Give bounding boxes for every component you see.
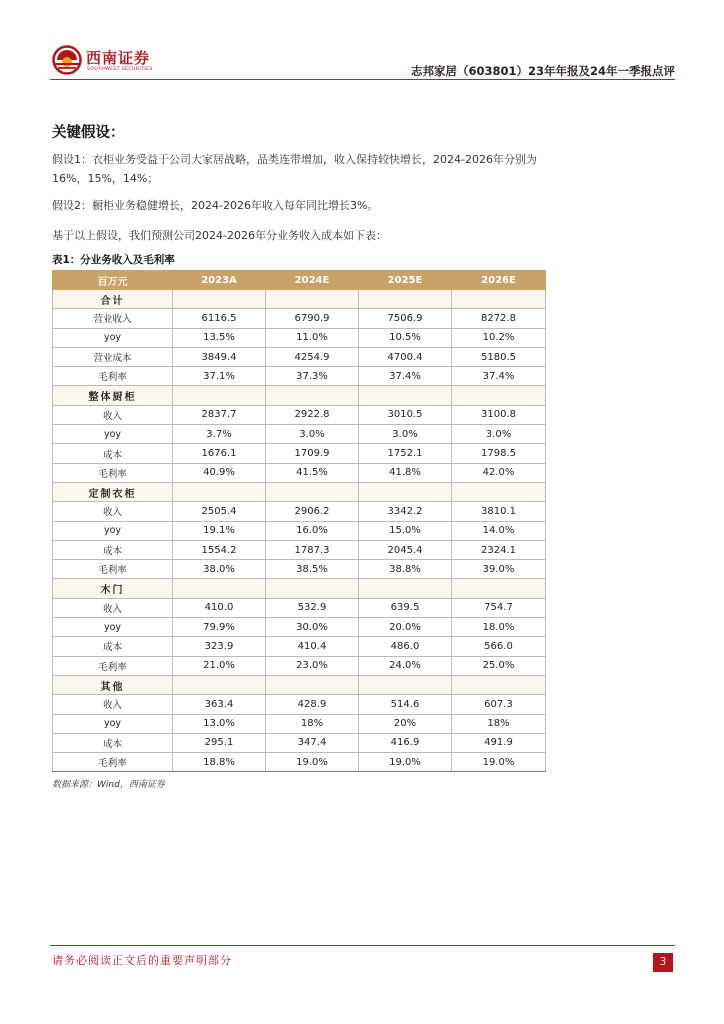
value-cell: 410.0 (173, 598, 266, 617)
row-label-cell: 成本 (53, 637, 173, 656)
group-name-cell: 其他 (53, 675, 173, 694)
value-cell: 40.9% (173, 463, 266, 482)
group-empty-cell (173, 386, 266, 405)
value-cell: 6116.5 (173, 309, 266, 328)
value-cell: 4254.9 (266, 347, 359, 366)
table-row (53, 714, 546, 733)
row-label-cell: yoy (53, 618, 173, 637)
group-empty-cell (173, 482, 266, 501)
value-cell: 18% (452, 714, 546, 733)
table-row (53, 502, 546, 521)
column-header: 百万元 (53, 271, 173, 290)
group-name-cell: 定制衣柜 (53, 482, 173, 501)
page-header (50, 40, 675, 82)
row-label-cell: 收入 (53, 695, 173, 714)
table-row (53, 405, 546, 424)
table-row (53, 753, 546, 772)
value-cell: 8272.8 (452, 309, 546, 328)
value-cell: 1787.3 (266, 540, 359, 559)
group-empty-cell (359, 675, 452, 694)
table-group-row (53, 675, 546, 694)
value-cell: 3.0% (452, 425, 546, 444)
row-label-cell: 毛利率 (53, 656, 173, 675)
value-cell: 19.0% (359, 753, 452, 772)
value-cell: 13.5% (173, 328, 266, 347)
value-cell: 566.0 (452, 637, 546, 656)
value-cell: 23.0% (266, 656, 359, 675)
value-cell: 37.3% (266, 367, 359, 386)
value-cell: 486.0 (359, 637, 452, 656)
value-cell: 25.0% (452, 656, 546, 675)
value-cell: 2045.4 (359, 540, 452, 559)
value-cell: 18% (266, 714, 359, 733)
value-cell: 2837.7 (173, 405, 266, 424)
page-number: 3 (653, 953, 673, 972)
logo-chinese-text: 西南证券 (86, 49, 151, 67)
value-cell: 323.9 (173, 637, 266, 656)
value-cell: 42.0% (452, 463, 546, 482)
value-cell: 347.4 (266, 733, 359, 752)
value-cell: 41.5% (266, 463, 359, 482)
row-label-cell: 营业收入 (53, 309, 173, 328)
table-source-note: 数据来源：Wind，西南证券 (52, 780, 165, 790)
value-cell: 532.9 (266, 598, 359, 617)
report-title: 志邦家居（603801）23年年报及24年一季报点评 (410, 64, 675, 78)
group-empty-cell (452, 290, 546, 309)
group-empty-cell (359, 386, 452, 405)
row-label-cell: 成本 (53, 733, 173, 752)
value-cell: 19.0% (452, 753, 546, 772)
value-cell: 19.1% (173, 521, 266, 540)
row-label-cell: 收入 (53, 598, 173, 617)
table-group-row (53, 290, 546, 309)
row-label-cell: 收入 (53, 405, 173, 424)
value-cell: 11.0% (266, 328, 359, 347)
row-label-cell: 收入 (53, 502, 173, 521)
table-row (53, 328, 546, 347)
value-cell: 13.0% (173, 714, 266, 733)
assumption-paragraph-1: 假设1：衣柜业务受益于公司大家居战略，品类连带增加，收入保持较快增长，2024-2026年分别为16%，15%，14%； (52, 153, 537, 185)
value-cell: 3849.4 (173, 347, 266, 366)
column-header: 2024E (266, 271, 359, 290)
row-label-cell: 毛利率 (53, 753, 173, 772)
value-cell: 20.0% (359, 618, 452, 637)
table-row (53, 347, 546, 366)
value-cell: 79.9% (173, 618, 266, 637)
group-empty-cell (359, 579, 452, 598)
value-cell: 16.0% (266, 521, 359, 540)
value-cell: 18.0% (452, 618, 546, 637)
value-cell: 3810.1 (452, 502, 546, 521)
value-cell: 2324.1 (452, 540, 546, 559)
value-cell: 10.2% (452, 328, 546, 347)
value-cell: 1752.1 (359, 444, 452, 463)
row-label-cell: yoy (53, 714, 173, 733)
value-cell: 3100.8 (452, 405, 546, 424)
table-header-row (53, 271, 546, 290)
value-cell: 514.6 (359, 695, 452, 714)
header-divider (50, 79, 675, 80)
group-empty-cell (452, 675, 546, 694)
group-empty-cell (452, 482, 546, 501)
group-empty-cell (359, 482, 452, 501)
table-row (53, 733, 546, 752)
table-row (53, 521, 546, 540)
table-group-row (53, 579, 546, 598)
value-cell: 410.4 (266, 637, 359, 656)
value-cell: 10.5% (359, 328, 452, 347)
value-cell: 5180.5 (452, 347, 546, 366)
value-cell: 41.8% (359, 463, 452, 482)
value-cell: 491.9 (452, 733, 546, 752)
group-name-cell: 整体厨柜 (53, 386, 173, 405)
value-cell: 37.4% (359, 367, 452, 386)
value-cell: 639.5 (359, 598, 452, 617)
group-empty-cell (266, 290, 359, 309)
value-cell: 24.0% (359, 656, 452, 675)
table-caption: 表1：分业务收入及毛利率 (52, 254, 175, 266)
value-cell: 363.4 (173, 695, 266, 714)
table-row (53, 695, 546, 714)
table-row (53, 309, 546, 328)
segment-revenue-table (52, 270, 546, 772)
group-empty-cell (173, 579, 266, 598)
table-row (53, 367, 546, 386)
group-empty-cell (359, 290, 452, 309)
row-label-cell: 成本 (53, 540, 173, 559)
value-cell: 7506.9 (359, 309, 452, 328)
value-cell: 607.3 (452, 695, 546, 714)
group-empty-cell (452, 579, 546, 598)
value-cell: 15.0% (359, 521, 452, 540)
value-cell: 1554.2 (173, 540, 266, 559)
value-cell: 38.8% (359, 560, 452, 579)
footer-divider (50, 945, 675, 946)
column-header: 2025E (359, 271, 452, 290)
value-cell: 3.7% (173, 425, 266, 444)
assumption-paragraph-2: 假设2：橱柜业务稳健增长，2024-2026年收入每年同比增长3%。 (52, 199, 379, 212)
value-cell: 38.0% (173, 560, 266, 579)
table-row (53, 656, 546, 675)
value-cell: 38.5% (266, 560, 359, 579)
value-cell: 1709.9 (266, 444, 359, 463)
table-row (53, 598, 546, 617)
table-row (53, 540, 546, 559)
table-row (53, 560, 546, 579)
value-cell: 18.8% (173, 753, 266, 772)
value-cell: 30.0% (266, 618, 359, 637)
group-empty-cell (173, 290, 266, 309)
value-cell: 6790.9 (266, 309, 359, 328)
table-body (53, 290, 546, 772)
group-empty-cell (173, 675, 266, 694)
column-header: 2023A (173, 271, 266, 290)
logo-english-text: SOUTHWEST SECURITIES (87, 67, 153, 72)
table-row (53, 637, 546, 656)
row-label-cell: 毛利率 (53, 367, 173, 386)
table-row (53, 618, 546, 637)
column-header: 2026E (452, 271, 546, 290)
value-cell: 4700.4 (359, 347, 452, 366)
value-cell: 295.1 (173, 733, 266, 752)
footer-disclaimer: 请务必阅读正文后的重要声明部分 (52, 954, 232, 967)
value-cell: 1676.1 (173, 444, 266, 463)
value-cell: 21.0% (173, 656, 266, 675)
value-cell: 754.7 (452, 598, 546, 617)
value-cell: 1798.5 (452, 444, 546, 463)
company-logo (50, 43, 200, 77)
value-cell: 2906.2 (266, 502, 359, 521)
value-cell: 19.0% (266, 753, 359, 772)
row-label-cell: 营业成本 (53, 347, 173, 366)
value-cell: 416.9 (359, 733, 452, 752)
value-cell: 37.4% (452, 367, 546, 386)
group-empty-cell (266, 386, 359, 405)
group-name-cell: 木门 (53, 579, 173, 598)
row-label-cell: 毛利率 (53, 463, 173, 482)
value-cell: 428.9 (266, 695, 359, 714)
table-row (53, 425, 546, 444)
group-name-cell: 合计 (53, 290, 173, 309)
logo-emblem-icon (52, 45, 82, 75)
table-group-row (53, 386, 546, 405)
row-label-cell: 毛利率 (53, 560, 173, 579)
group-empty-cell (266, 579, 359, 598)
table-row (53, 444, 546, 463)
value-cell: 20% (359, 714, 452, 733)
value-cell: 3010.5 (359, 405, 452, 424)
value-cell: 3342.2 (359, 502, 452, 521)
value-cell: 14.0% (452, 521, 546, 540)
value-cell: 39.0% (452, 560, 546, 579)
group-empty-cell (266, 675, 359, 694)
value-cell: 37.1% (173, 367, 266, 386)
row-label-cell: yoy (53, 328, 173, 347)
forecast-intro-paragraph: 基于以上假设，我们预测公司2024-2026年分业务收入成本如下表： (52, 229, 387, 242)
row-label-cell: 成本 (53, 444, 173, 463)
row-label-cell: yoy (53, 425, 173, 444)
value-cell: 3.0% (266, 425, 359, 444)
section-title: 关键假设： (52, 125, 125, 141)
group-empty-cell (266, 482, 359, 501)
value-cell: 2922.8 (266, 405, 359, 424)
group-empty-cell (452, 386, 546, 405)
table-group-row (53, 482, 546, 501)
value-cell: 2505.4 (173, 502, 266, 521)
row-label-cell: yoy (53, 521, 173, 540)
table-row (53, 463, 546, 482)
value-cell: 3.0% (359, 425, 452, 444)
